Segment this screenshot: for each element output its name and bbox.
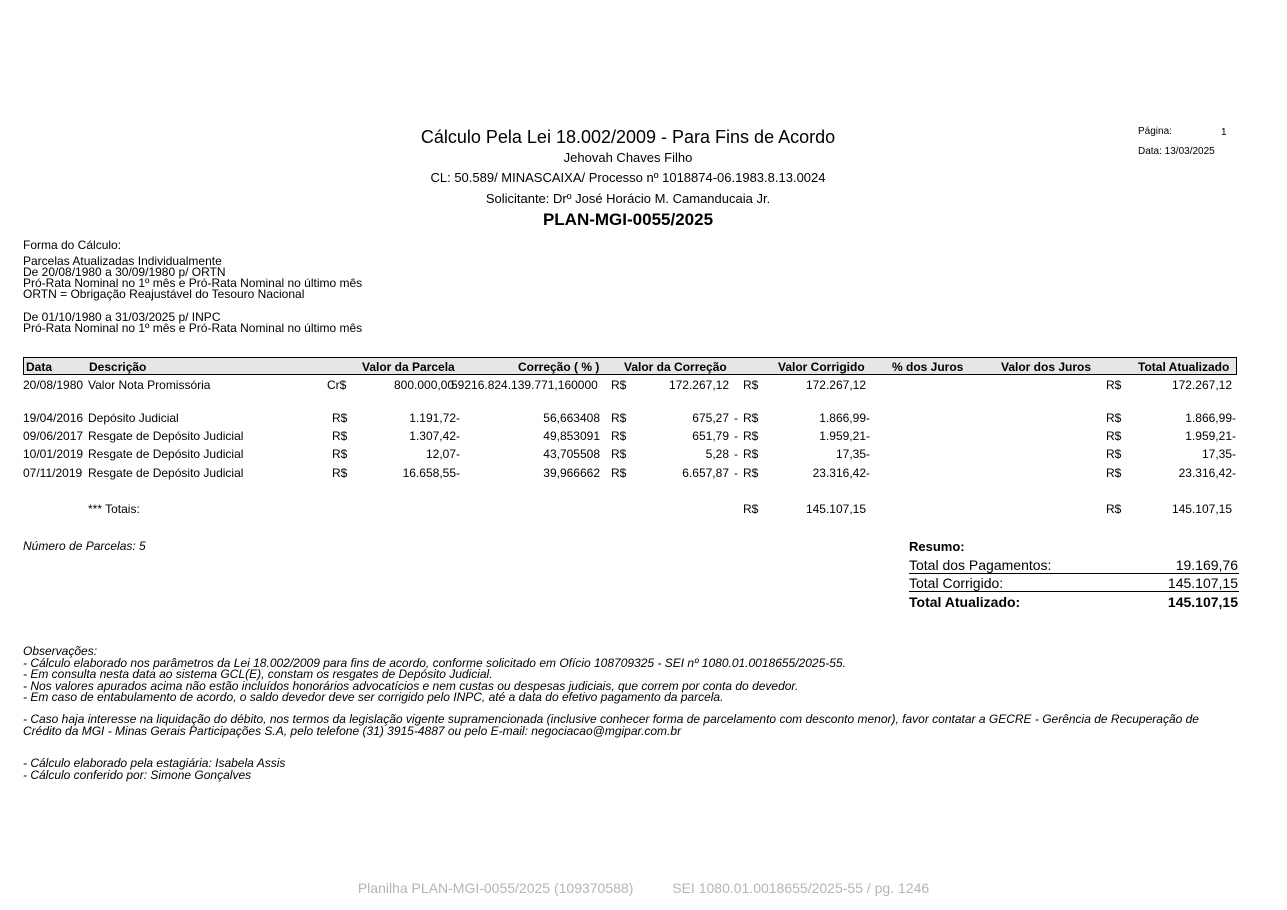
observations-label: Observações: — [23, 644, 98, 658]
contact-line: Crédito da MGI - Minas Gerais Participações S.A, pelo telefone (31) 3915-4887 ou pelo E-mail: negociacao@mgipar.com.br — [23, 723, 682, 738]
observation-line: - Cálculo elaborado nos parâmetros da Lei 18.002/2009 para fins de acordo, conforme solicitado em Ofício 108709325 - SEI nº 1080.01.0018655/2025-55. — [23, 655, 846, 670]
cell-currency: R$ — [332, 429, 348, 443]
cell-date: 10/01/2019 — [23, 447, 84, 461]
summary-title: Resumo: — [909, 539, 965, 554]
page-number: 1 — [1221, 127, 1227, 138]
cell-total-updated: 1.959,21- — [1185, 429, 1236, 443]
cell-currency: R$ — [1106, 429, 1122, 443]
table-header — [23, 357, 1237, 375]
cell-date: 09/06/2017 — [23, 429, 84, 443]
cell-currency: R$ — [332, 466, 348, 480]
cell-installment-value: 800.000,00 — [394, 378, 455, 392]
summary-corrected-value: 145.107,15 — [1167, 575, 1238, 591]
method-block-ortn — [23, 256, 362, 300]
cell-correction-value: 675,27 — [692, 411, 729, 425]
totals-label: *** Totais: — [88, 502, 140, 516]
totals-updated-value: 145.107,15 — [1171, 502, 1232, 516]
header-correction-percent: Correção ( % ) — [518, 360, 600, 374]
parcel-count: Número de Parcelas: 5 — [23, 539, 146, 553]
header-total-updated: Total Atualizado — [1138, 360, 1230, 374]
summary-divider — [909, 573, 1239, 574]
table-row — [0, 411, 1287, 427]
method-line: Pró-Rata Nominal no 1º mês e Pró-Rata Nominal no último mês — [23, 321, 363, 335]
cell-currency: R$ — [611, 466, 627, 480]
cell-correction-percent: 39,966662 — [543, 466, 600, 480]
cell-description: Resgate de Depósito Judicial — [88, 466, 244, 480]
debtor-name: Jehovah Chaves Filho — [563, 150, 693, 165]
cell-currency: R$ — [743, 447, 759, 461]
header-interest-value: Valor dos Juros — [1001, 360, 1092, 374]
method-label: Forma do Cálculo: — [23, 238, 122, 252]
summary-updated-label: Total Atualizado: — [909, 594, 1021, 610]
cell-currency: R$ — [611, 378, 627, 392]
header-interest-percent: % dos Juros — [892, 360, 964, 374]
method-block-inpc — [23, 312, 362, 334]
method-line: Pró-Rata Nominal no 1º mês e Pró-Rata Nominal no último mês — [23, 276, 363, 290]
observations-block — [23, 646, 846, 704]
cell-currency: R$ — [332, 447, 348, 461]
cell-correction-value: 6.657,87 — [682, 466, 729, 480]
summary-updated-value: 145.107,15 — [1167, 594, 1238, 610]
summary-payments-value: 19.169,76 — [1175, 557, 1238, 573]
cell-currency: R$ — [1106, 378, 1122, 392]
cell-date: 19/04/2016 — [23, 411, 84, 425]
totals-corrected-value: 145.107,15 — [805, 502, 866, 516]
cell-currency: R$ — [743, 411, 759, 425]
contact-block — [23, 714, 1199, 737]
cell-currency: R$ — [611, 411, 627, 425]
method-line: De 20/08/1980 a 30/09/1980 p/ ORTN — [23, 265, 226, 279]
cell-sign: - — [734, 447, 738, 461]
table-row — [0, 466, 1287, 482]
header-corrected-value: Valor Corrigido — [778, 360, 865, 374]
cell-correction-value: 651,79 — [692, 429, 729, 443]
method-line: Parcelas Atualizadas Individualmente — [23, 254, 222, 268]
process-number: CL: 50.589/ MINASCAIXA/ Processo nº 1018874-06.1983.8.13.0024 — [430, 170, 826, 185]
cell-total-updated: 1.866,99- — [1185, 411, 1236, 425]
header-installment-value: Valor da Parcela — [362, 360, 455, 374]
cell-correction-percent: 59216.824.139.771,160000 — [451, 378, 598, 392]
summary-divider — [909, 591, 1239, 592]
cell-installment-value: 1.307,42- — [409, 429, 460, 443]
plan-code: PLAN-MGI-0055/2025 — [542, 210, 714, 229]
header-date: Data — [26, 360, 53, 374]
table-row — [0, 378, 1287, 394]
cell-currency: R$ — [1106, 502, 1122, 516]
document-title: Cálculo Pela Lei 18.002/2009 - Para Fins de Acordo — [420, 127, 836, 147]
cell-description: Valor Nota Promissória — [88, 378, 211, 392]
cell-currency: R$ — [611, 447, 627, 461]
cell-currency: R$ — [611, 429, 627, 443]
summary-corrected-label: Total Corrigido: — [909, 575, 1004, 591]
method-line: ORTN = Obrigação Reajustável do Tesouro Nacional — [23, 287, 305, 301]
cell-date: 20/08/1980 — [23, 378, 84, 392]
cell-description: Resgate de Depósito Judicial — [88, 429, 244, 443]
cell-correction-percent: 56,663408 — [543, 411, 600, 425]
observation-line: - Em caso de entabulamento de acordo, o saldo devedor deve ser corrigido pelo INPC, até a data do efetivo pagamento da parcela. — [23, 690, 724, 704]
cell-currency: R$ — [1106, 411, 1122, 425]
table-row — [0, 447, 1287, 463]
header-correction-value: Valor da Correção — [624, 360, 727, 374]
cell-currency: Cr$ — [327, 378, 347, 392]
cell-currency: R$ — [743, 502, 759, 516]
cell-corrected-value: 17,35- — [835, 447, 870, 461]
cell-corrected-value: 172.267,12 — [805, 378, 866, 392]
cell-total-updated: 17,35- — [1201, 447, 1236, 461]
page-label: Página: — [1138, 126, 1172, 137]
cell-currency: R$ — [743, 378, 759, 392]
footer-stamp: Planilha PLAN-MGI-0055/2025 (109370588) SEI 1080.01.0018655/2025-55 / pg. 1246 — [357, 880, 930, 896]
cell-installment-value: 12,07- — [425, 447, 460, 461]
cell-correction-percent: 43,705508 — [543, 447, 600, 461]
cell-sign: - — [734, 411, 738, 425]
method-line: De 01/10/1980 a 31/03/2025 p/ INPC — [23, 310, 221, 324]
cell-currency: R$ — [1106, 466, 1122, 480]
cell-installment-value: 1.191,72- — [409, 411, 460, 425]
prepared-by: - Cálculo elaborado pela estagiária: Isabela Assis — [23, 756, 286, 770]
observation-line: - Em consulta nesta data ao sistema GCL(E), constam os resgates de Depósito Judicial. — [23, 667, 493, 681]
cell-correction-percent: 49,853091 — [543, 429, 600, 443]
cell-currency: R$ — [1106, 447, 1122, 461]
cell-sign: - — [734, 429, 738, 443]
requester: Solicitante: Drº José Horácio M. Camanducaia Jr. — [485, 191, 771, 206]
cell-correction-value: 5,28 — [705, 447, 729, 461]
credits-block — [23, 758, 285, 781]
cell-sign: - — [734, 466, 738, 480]
cell-correction-value: 172.267,12 — [668, 378, 729, 392]
cell-description: Depósito Judicial — [88, 411, 179, 425]
cell-total-updated: 172.267,12 — [1171, 378, 1232, 392]
checked-by: - Cálculo conferido por: Simone Gonçalves — [23, 767, 252, 782]
cell-corrected-value: 1.866,99- — [819, 411, 870, 425]
document-date: Data: 13/03/2025 — [1138, 146, 1215, 157]
contact-line: - Caso haja interesse na liquidação do débito, nos termos da legislação vigente supramencionada (inclusive conhecer forma de parcelamento com desconto menor), favor contatar a GECRE - Gerência de Recuperação de — [23, 712, 1199, 726]
header-description: Descrição — [89, 360, 147, 374]
cell-currency: R$ — [332, 411, 348, 425]
cell-currency: R$ — [743, 429, 759, 443]
cell-total-updated: 23.316,42- — [1178, 466, 1236, 480]
totals-row — [0, 502, 1287, 518]
cell-corrected-value: 1.959,21- — [819, 429, 870, 443]
summary-payments-label: Total dos Pagamentos: — [909, 557, 1052, 573]
cell-corrected-value: 23.316,42- — [812, 466, 870, 480]
cell-currency: R$ — [743, 466, 759, 480]
cell-installment-value: 16.658,55- — [402, 466, 460, 480]
table-row — [0, 429, 1287, 445]
cell-description: Resgate de Depósito Judicial — [88, 447, 244, 461]
cell-date: 07/11/2019 — [23, 466, 83, 480]
observation-line: - Nos valores apurados acima não estão incluídos honorários advocatícios e nem custas ou despesas judiciais, que correm por conta do devedor. — [23, 678, 799, 693]
